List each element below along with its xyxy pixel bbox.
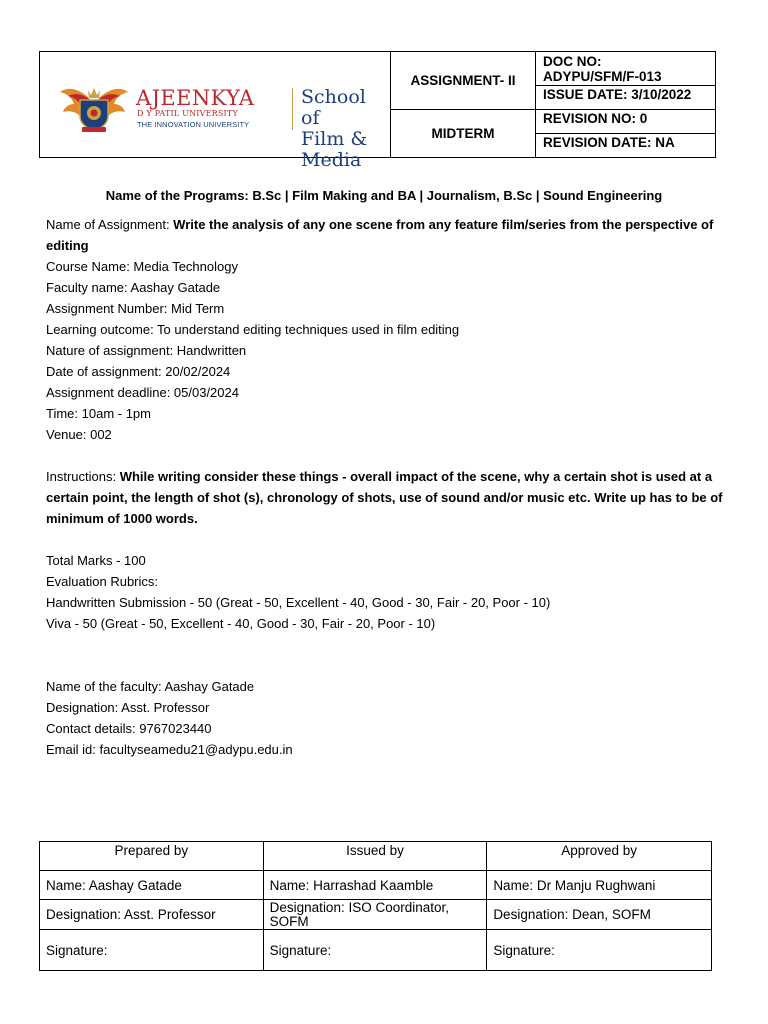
school-name-line2: Film & Media bbox=[301, 128, 368, 171]
logo-cell bbox=[40, 52, 390, 171]
doc-number-value: ADYPU/SFM/F-013 bbox=[543, 69, 662, 84]
assignment-number: Assignment Number: Mid Term bbox=[46, 301, 225, 316]
rubric-viva: Viva - 50 (Great - 50, Excellent - 40, Good - 30, Fair - 20, Poor - 10) bbox=[46, 616, 436, 631]
faculty-designation: Designation: Asst. Professor bbox=[46, 700, 210, 715]
table-row bbox=[40, 900, 712, 930]
assignment-details bbox=[46, 214, 726, 760]
rubric-handwritten: Handwritten Submission - 50 (Great - 50, Excellent - 40, Good - 30, Fair - 20, Poor - 10) bbox=[46, 595, 551, 610]
rubrics-label: Evaluation Rubrics: bbox=[46, 574, 158, 589]
approved-by-signature: Signature: bbox=[487, 930, 712, 971]
assignment-time: Time: 10am - 1pm bbox=[46, 406, 151, 421]
issued-by-designation: Designation: ISO Coordinator, SOFM bbox=[263, 900, 487, 930]
assignment-nature: Nature of assignment: Handwritten bbox=[46, 343, 247, 358]
issued-by-header: Issued by bbox=[263, 842, 487, 871]
university-subname: D Y PATIL UNIVERSITY bbox=[137, 109, 238, 118]
university-tagline: THE INNOVATION UNIVERSITY bbox=[137, 120, 250, 129]
header-divider bbox=[535, 109, 716, 110]
prepared-by-header: Prepared by bbox=[40, 842, 264, 871]
instructions bbox=[46, 466, 726, 529]
faculty-email: Email id: facultyseamedu21@adypu.edu.in bbox=[46, 742, 293, 757]
school-name-line1: School of bbox=[301, 86, 366, 129]
exam-label: MIDTERM bbox=[431, 126, 495, 141]
approved-by-name: Name: Dr Manju Rughwani bbox=[487, 871, 712, 900]
signoff-table bbox=[39, 841, 712, 971]
table-row bbox=[40, 930, 712, 971]
programs-line: Name of the Programs: B.Sc | Film Making and BA | Journalism, B.Sc | Sound Engineering bbox=[105, 188, 663, 203]
assignment-name-value: Write the analysis of any one scene from any feature film/series from the perspective of editing bbox=[46, 217, 714, 253]
instructions-text: While writing consider these things - overall impact of the scene, why a certain shot is used at a certain point, the length of shot (s), chronology of shots, use of sound and/or music etc. Write up has to be of minimum of 1000 words. bbox=[46, 469, 723, 526]
assignment-name bbox=[46, 214, 726, 256]
assignment-label: ASSIGNMENT- II bbox=[410, 73, 516, 88]
assignment-deadline: Assignment deadline: 05/03/2024 bbox=[46, 385, 239, 400]
doc-number bbox=[536, 54, 716, 84]
faculty-contact-number: Contact details: 9767023440 bbox=[46, 721, 212, 736]
header-divider bbox=[535, 85, 716, 86]
assignment-date: Date of assignment: 20/02/2024 bbox=[46, 364, 231, 379]
doc-number-label: DOC NO: bbox=[543, 54, 602, 69]
table-row bbox=[40, 842, 712, 871]
faculty-name: Faculty name: Aashay Gatade bbox=[46, 280, 221, 295]
document-header bbox=[39, 51, 716, 171]
assignment-venue: Venue: 002 bbox=[46, 427, 112, 442]
logo-divider bbox=[292, 88, 293, 130]
prepared-by-name: Name: Aashay Gatade bbox=[40, 871, 264, 900]
instructions-label: Instructions: bbox=[46, 469, 120, 484]
issue-date: ISSUE DATE: 3/10/2022 bbox=[543, 87, 692, 102]
issued-by-name: Name: Harrashad Kaamble bbox=[263, 871, 487, 900]
issued-by-signature: Signature: bbox=[263, 930, 487, 971]
faculty-contact-name: Name of the faculty: Aashay Gatade bbox=[46, 679, 255, 694]
approved-by-header: Approved by bbox=[487, 842, 712, 871]
learning-outcome: Learning outcome: To understand editing techniques used in film editing bbox=[46, 322, 460, 337]
total-marks: Total Marks - 100 bbox=[46, 553, 146, 568]
course-name: Course Name: Media Technology bbox=[46, 259, 238, 274]
school-name bbox=[301, 87, 388, 171]
prepared-by-signature: Signature: bbox=[40, 930, 264, 971]
prepared-by-designation: Designation: Asst. Professor bbox=[40, 900, 264, 930]
header-divider bbox=[535, 133, 716, 134]
university-name: AJEENKYA bbox=[136, 86, 255, 110]
assignment-name-label: Name of Assignment: bbox=[46, 217, 174, 232]
table-row bbox=[40, 871, 712, 900]
revision-date: REVISION DATE: NA bbox=[543, 135, 675, 150]
revision-number: REVISION NO: 0 bbox=[543, 111, 648, 126]
university-logo bbox=[58, 82, 388, 171]
crest-icon bbox=[58, 82, 130, 134]
approved-by-designation: Designation: Dean, SOFM bbox=[487, 900, 712, 930]
